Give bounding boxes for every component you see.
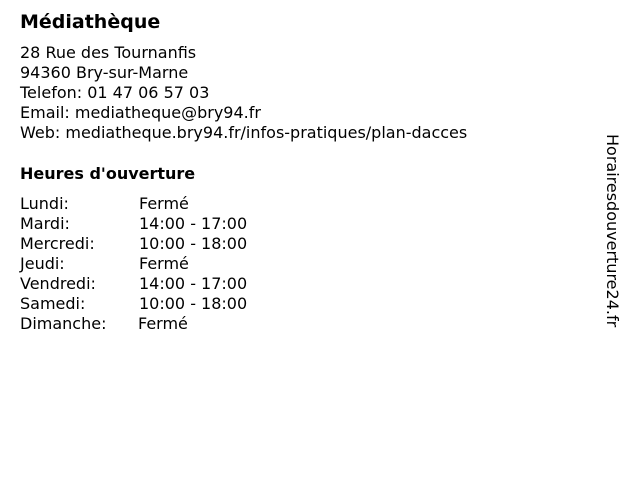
hours-heading: Heures d'ouverture	[20, 164, 196, 183]
site-watermark: Horairesdouverture24.fr	[603, 134, 622, 328]
address-block	[20, 43, 467, 143]
hours-day: Lundi:	[20, 194, 69, 213]
page-title: Médiathèque	[20, 11, 161, 33]
hours-day: Mercredi:	[20, 234, 95, 253]
hours-time: 10:00 - 18:00	[139, 234, 248, 253]
hours-time: Fermé	[139, 194, 189, 213]
email-line: Email: mediatheque@bry94.fr	[20, 103, 261, 122]
hours-time: 14:00 - 17:00	[139, 214, 248, 233]
hours-day: Dimanche:	[20, 314, 107, 333]
hours-day: Jeudi:	[20, 254, 65, 273]
hours-time: Fermé	[138, 314, 188, 333]
hours-day: Mardi:	[20, 214, 70, 233]
web-line: Web: mediatheque.bry94.fr/infos-pratiques/plan-dacces	[20, 123, 468, 142]
address-street: 28 Rue des Tournanfis	[20, 43, 197, 62]
hours-time: Fermé	[139, 254, 189, 273]
address-city: 94360 Bry-sur-Marne	[20, 63, 189, 82]
hours-time: 10:00 - 18:00	[139, 294, 248, 313]
hours-day: Vendredi:	[20, 274, 96, 293]
phone-line: Telefon: 01 47 06 57 03	[20, 83, 210, 102]
hours-time: 14:00 - 17:00	[139, 274, 248, 293]
hours-day: Samedi:	[20, 294, 86, 313]
